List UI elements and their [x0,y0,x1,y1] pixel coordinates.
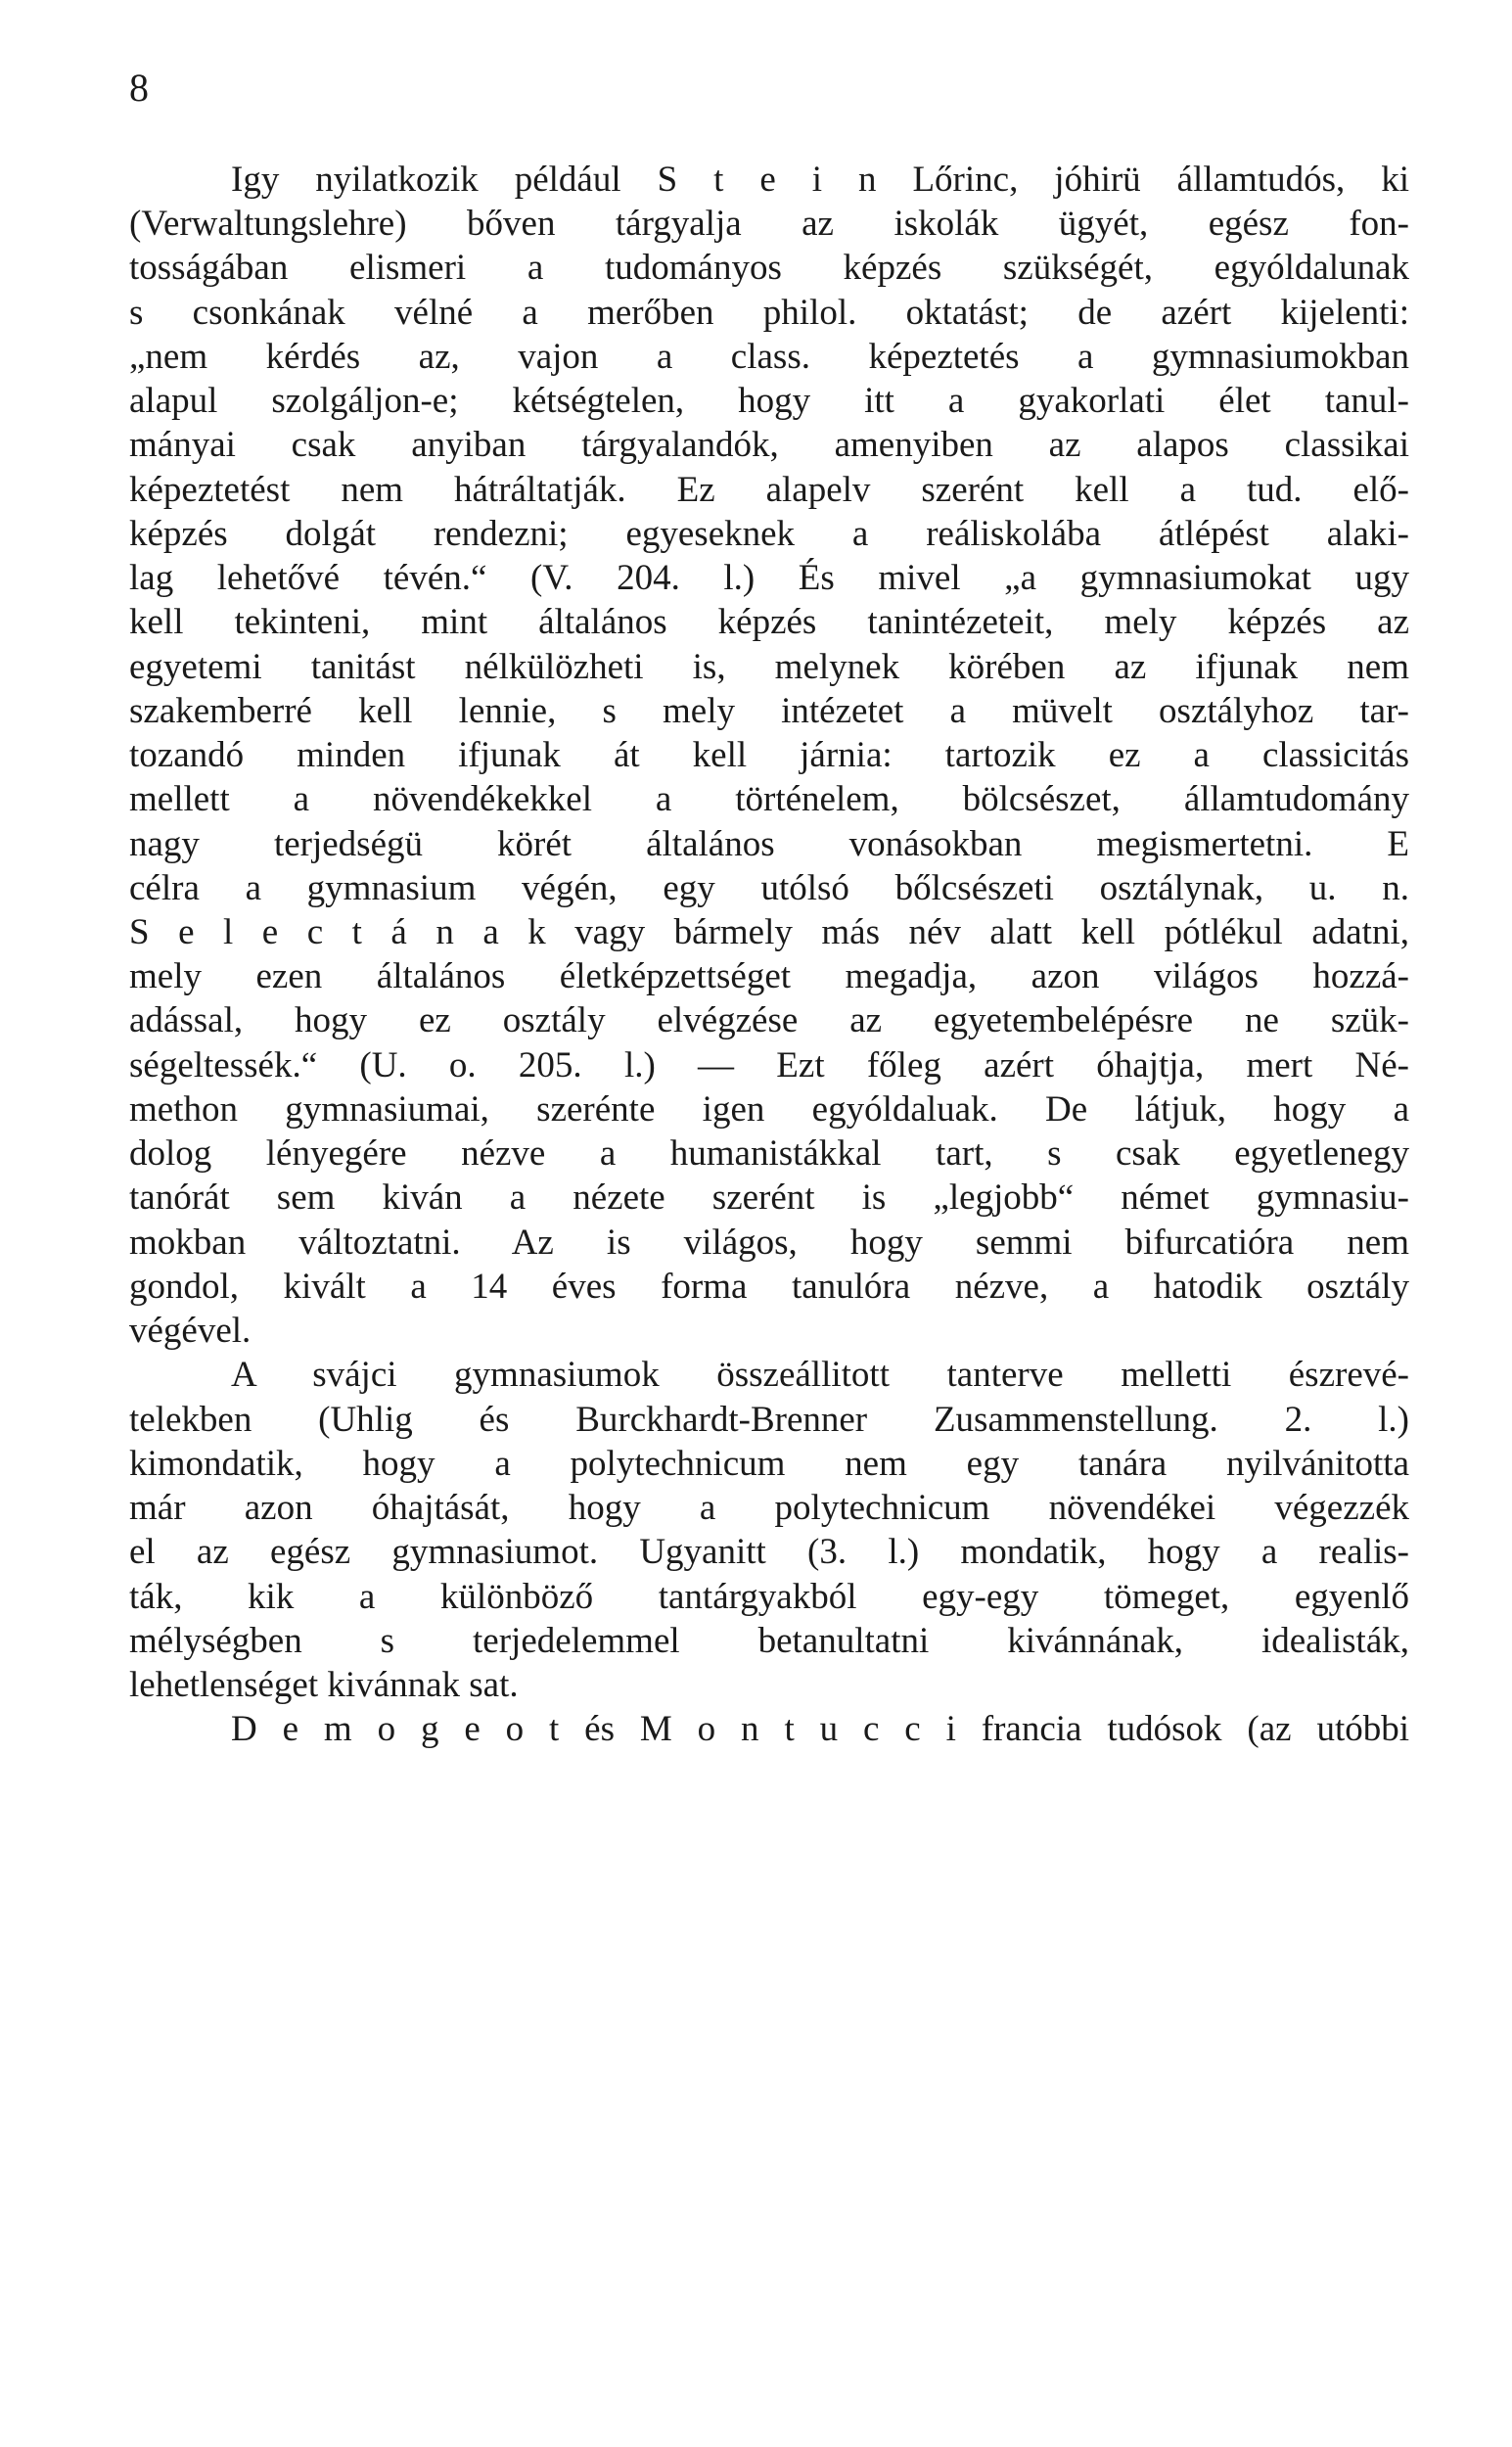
text-line: lag lehetővé tévén.“ (V. 204. l.) És mivel „a gymnasiumokat ugy [129,558,1409,599]
text-line: ták, kik a különböző tantárgyakból egy-egy tömeget, egyenlő [129,1576,1409,1617]
text-line: S e l e c t á n a k vagy bármely más név alatt kell pótlékul adatni, [129,911,1409,952]
text-line: gondol, kivált a 14 éves forma tanulóra nézve, a hatodik osztály [129,1266,1409,1307]
text-line: mányai csak anyiban tárgyalandók, amenyiben az alapos classikai [129,425,1409,466]
text-line: el az egész gymnasiumot. Ugyanitt (3. l.) mondatik, hogy a realis- [129,1532,1409,1573]
text-line: tozandó minden ifjunak át kell járnia: tartozik ez a classicitás [129,735,1409,776]
text-line: képzés dolgát rendezni; egyeseknek a reáliskolába átlépést alaki- [129,513,1409,554]
text-line: „nem kérdés az, vajon a class. képeztetés a gymnasiumokban [129,336,1409,377]
text-line: mélységben s terjedelemmel betanultatni kivánnának, idealisták, [129,1620,1409,1661]
text-line: nagy terjedségü körét általános vonásokban megismertetni. E [129,823,1409,864]
text-line: kell tekinteni, mint általános képzés tanintézeteit, mely képzés az [129,602,1409,643]
text-line: mokban változtatni. Az is világos, hogy semmi bifurcatióra nem [129,1222,1409,1263]
text-line: szakemberré kell lennie, s mely intézetet a müvelt osztályhoz tar- [129,690,1409,731]
body-text [129,158,1409,1751]
text-line: telekben (Uhlig és Burckhardt-Brenner Zusammenstellung. 2. l.) [129,1399,1409,1440]
text-line: mellett a növendékekkel a történelem, bölcsészet, államtudomány [129,779,1409,820]
text-line: kimondatik, hogy a polytechnicum nem egy tanára nyilvánitotta [129,1443,1409,1484]
text-line: A svájci gymnasiumok összeállitott tanterve melletti észrevé- [231,1355,1409,1396]
text-line: mely ezen általános életképzettséget megadja, azon világos hozzá- [129,956,1409,997]
text-line: dolog lényegére nézve a humanistákkal tart, s csak egyetlenegy [129,1133,1409,1175]
page-number: 8 [129,66,149,110]
text-line: (Verwaltungslehre) bőven tárgyalja az iskolák ügyét, egész fon- [129,204,1409,245]
text-line: Igy nyilatkozik például S t e i n Lőrinc, jóhirü államtudós, ki [231,160,1409,200]
text-line: adással, hogy ez osztály elvégzése az egyetembelépésre ne szük- [129,1000,1409,1041]
text-line: egyetemi tanitást nélkülözheti is, melynek körében az ifjunak nem [129,646,1409,687]
text-line: tosságában elismeri a tudományos képzés szükségét, egyóldalunak [129,248,1409,289]
text-line: végével. [129,1311,252,1352]
text-line: D e m o g e o t és M o n t u c c i francia tudósok (az utóbbi [231,1709,1409,1750]
text-line: képeztetést nem hátráltatják. Ez alapelv szerént kell a tud. elő- [129,469,1409,510]
text-line: már azon óhajtását, hogy a polytechnicum növendékei végezzék [129,1488,1409,1529]
text-line: célra a gymnasium végén, egy utólsó bőlcsészeti osztálynak, u. n. [129,867,1409,908]
text-line: methon gymnasiumai, szerénte igen egyóldaluak. De látjuk, hogy a [129,1088,1409,1130]
text-line: alapul szolgáljon-e; kétségtelen, hogy itt a gyakorlati élet tanul- [129,381,1409,422]
text-line: tanórát sem kiván a nézete szerént is „legjobb“ német gymnasiu- [129,1177,1409,1219]
text-line: s csonkának vélné a merőben philol. oktatást; de azért kijelenti: [129,292,1409,333]
text-line: ségeltessék.“ (U. o. 205. l.) — Ezt főleg azért óhajtja, mert Né- [129,1044,1409,1085]
text-line: lehetlenséget kivánnak sat. [129,1664,519,1705]
